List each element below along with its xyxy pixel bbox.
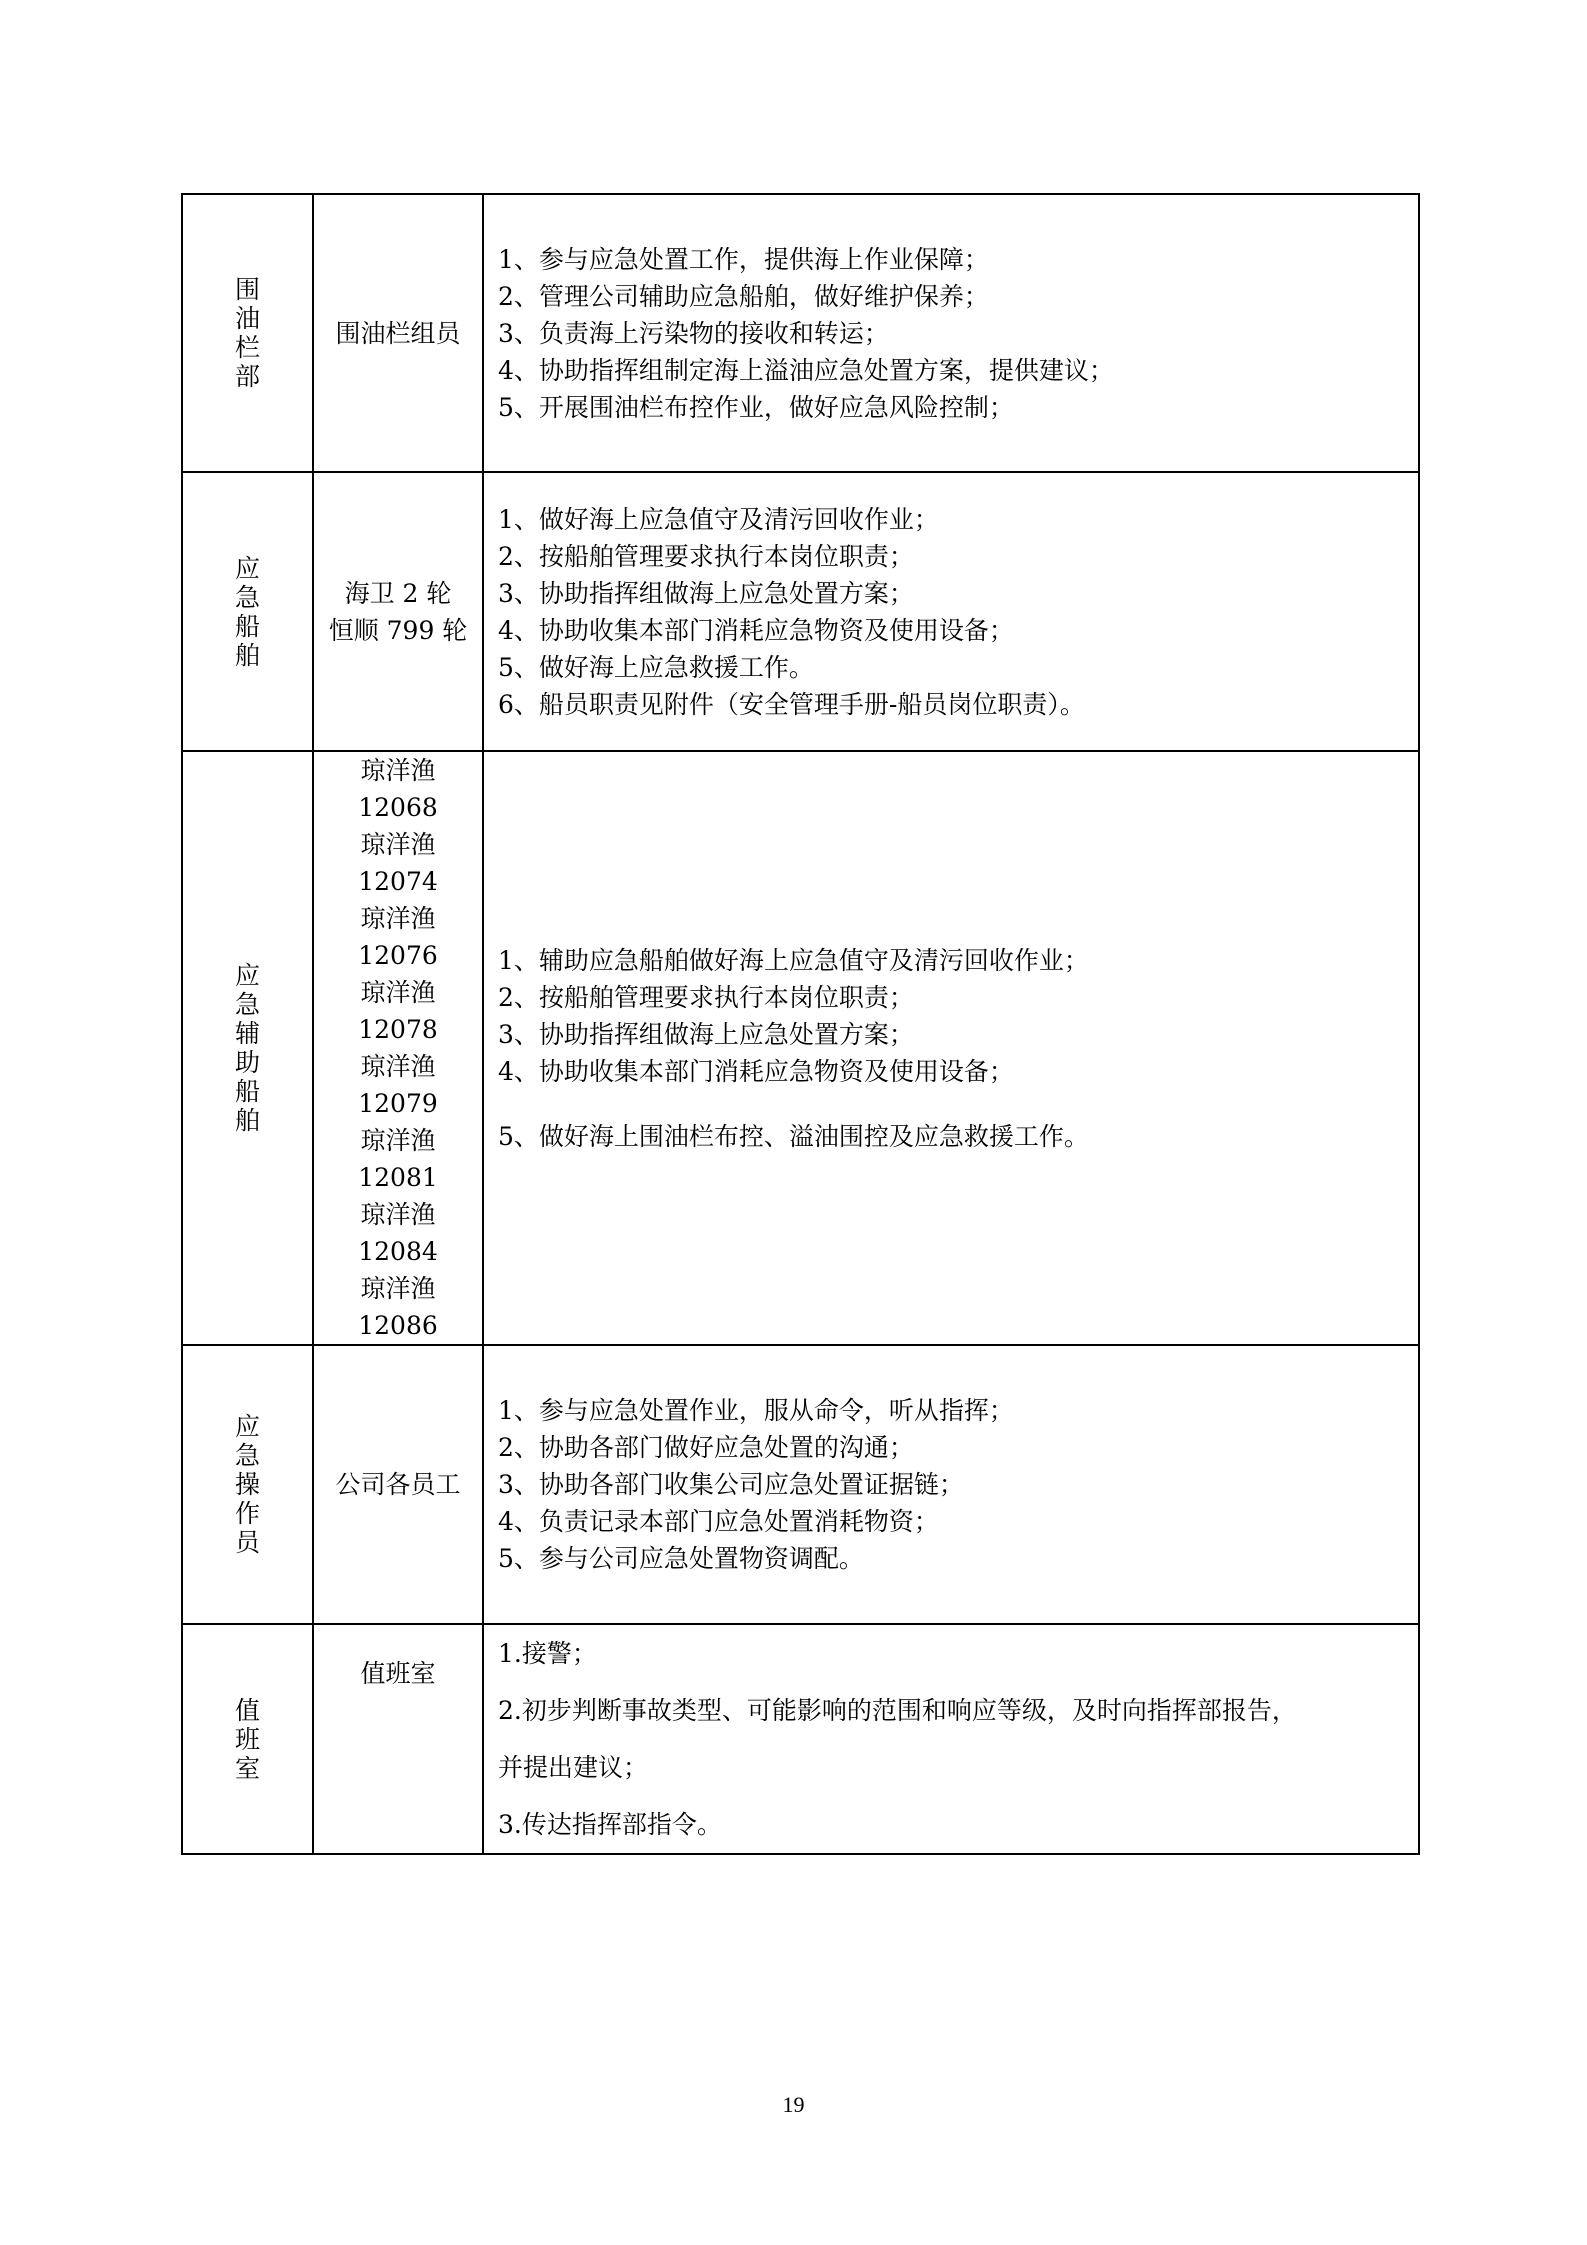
role-label: 琼洋渔 <box>360 904 436 933</box>
role-label: 围油栏组员 <box>335 318 461 348</box>
role-label: 12079 <box>358 1089 438 1118</box>
role-label: 公司各员工 <box>335 1470 461 1499</box>
duty-item: 3、协助指挥组做海上应急处置方案； <box>498 578 914 608</box>
duty-item: 5、做好海上围油栏布控、溢油围控及应急救援工作。 <box>498 1121 1089 1151</box>
duty-item: 6、船员职责见附件（安全管理手册-船员岗位职责）。 <box>498 689 1085 719</box>
role-cell <box>313 751 483 1345</box>
role-label: 琼洋渔 <box>360 978 436 1007</box>
role-label: 12076 <box>358 941 438 970</box>
role-label: 12068 <box>358 793 438 822</box>
role-cell <box>313 1624 483 1854</box>
page-number: 19 <box>782 2092 805 2117</box>
department-label: 值班室 <box>234 1695 260 1783</box>
role-cell <box>313 472 483 751</box>
role-label: 12074 <box>358 867 438 896</box>
duty-item: 3、协助指挥组做海上应急处置方案； <box>498 1019 914 1049</box>
duty-item: 4、协助收集本部门消耗应急物资及使用设备； <box>498 615 1014 645</box>
department-cell <box>182 1345 313 1624</box>
role-label: 12084 <box>358 1237 438 1266</box>
duty-item: 5、开展围油栏布控作业，做好应急风险控制； <box>498 392 1014 422</box>
table-row <box>182 194 1419 472</box>
duty-item: 4、协助收集本部门消耗应急物资及使用设备； <box>498 1056 1014 1086</box>
table-row <box>182 751 1419 1345</box>
role-label: 12086 <box>358 1311 438 1340</box>
table-row <box>182 1345 1419 1624</box>
department-label: 围油栏部 <box>234 275 260 391</box>
role-label: 值班室 <box>360 1659 436 1688</box>
table-row <box>182 1624 1419 1854</box>
duty-item: 4、协助指挥组制定海上溢油应急处置方案，提供建议； <box>498 355 1114 385</box>
duty-item: 2.初步判断事故类型、可能影响的范围和响应等级，及时向指挥部报告， <box>498 1696 1297 1725</box>
duty-item: 2、管理公司辅助应急船舶，做好维护保养； <box>498 281 989 311</box>
duty-item: 2、协助各部门做好应急处置的沟通； <box>498 1433 914 1462</box>
duty-item: 并提出建议； <box>498 1753 649 1782</box>
role-label: 琼洋渔 <box>360 1200 436 1229</box>
duty-cell <box>483 194 1419 472</box>
duty-item: 3、协助各部门收集公司应急处置证据链； <box>498 1470 964 1499</box>
department-label: 应急操作员 <box>234 1412 260 1557</box>
role-label: 12081 <box>358 1163 438 1192</box>
role-label: 海卫 2 轮 <box>344 578 452 608</box>
role-label: 琼洋渔 <box>360 756 436 785</box>
duty-item: 2、按船舶管理要求执行本岗位职责； <box>498 982 914 1012</box>
duty-item: 3.传达指挥部指令。 <box>498 1810 722 1839</box>
role-label: 12078 <box>358 1015 438 1044</box>
role-label: 琼洋渔 <box>360 1052 436 1081</box>
department-label: 应急辅助船舶 <box>234 961 260 1135</box>
duty-item: 5、参与公司应急处置物资调配。 <box>498 1544 864 1573</box>
role-label: 恒顺 799 轮 <box>328 615 468 645</box>
duty-cell <box>483 1624 1419 1854</box>
duty-item: 3、负责海上污染物的接收和转运； <box>498 318 889 348</box>
department-cell <box>182 1624 313 1854</box>
table-row <box>182 472 1419 751</box>
role-label: 琼洋渔 <box>360 1274 436 1303</box>
department-cell <box>182 751 313 1345</box>
duty-item: 4、负责记录本部门应急处置消耗物资； <box>498 1507 939 1536</box>
duty-cell <box>483 751 1419 1345</box>
duty-blank-line <box>498 1090 1410 1118</box>
duty-item: 2、按船舶管理要求执行本岗位职责； <box>498 541 914 571</box>
duty-item: 1、参与应急处置工作，提供海上作业保障； <box>498 244 989 274</box>
duty-item: 1.接警； <box>498 1639 597 1668</box>
department-cell <box>182 472 313 751</box>
duty-cell <box>483 1345 1419 1624</box>
duty-item: 1、参与应急处置作业，服从命令，听从指挥； <box>498 1396 1014 1425</box>
role-label: 琼洋渔 <box>360 830 436 859</box>
role-cell <box>313 1345 483 1624</box>
role-cell <box>313 194 483 472</box>
duty-item: 5、做好海上应急救援工作。 <box>498 652 814 682</box>
department-label: 应急船舶 <box>234 553 260 670</box>
duty-cell <box>483 472 1419 751</box>
duty-item: 1、做好海上应急值守及清污回收作业； <box>498 504 939 534</box>
department-cell <box>182 194 313 472</box>
duty-table <box>181 193 1420 1855</box>
duty-item: 1、辅助应急船舶做好海上应急值守及清污回收作业； <box>498 945 1089 975</box>
role-label: 琼洋渔 <box>360 1126 436 1155</box>
